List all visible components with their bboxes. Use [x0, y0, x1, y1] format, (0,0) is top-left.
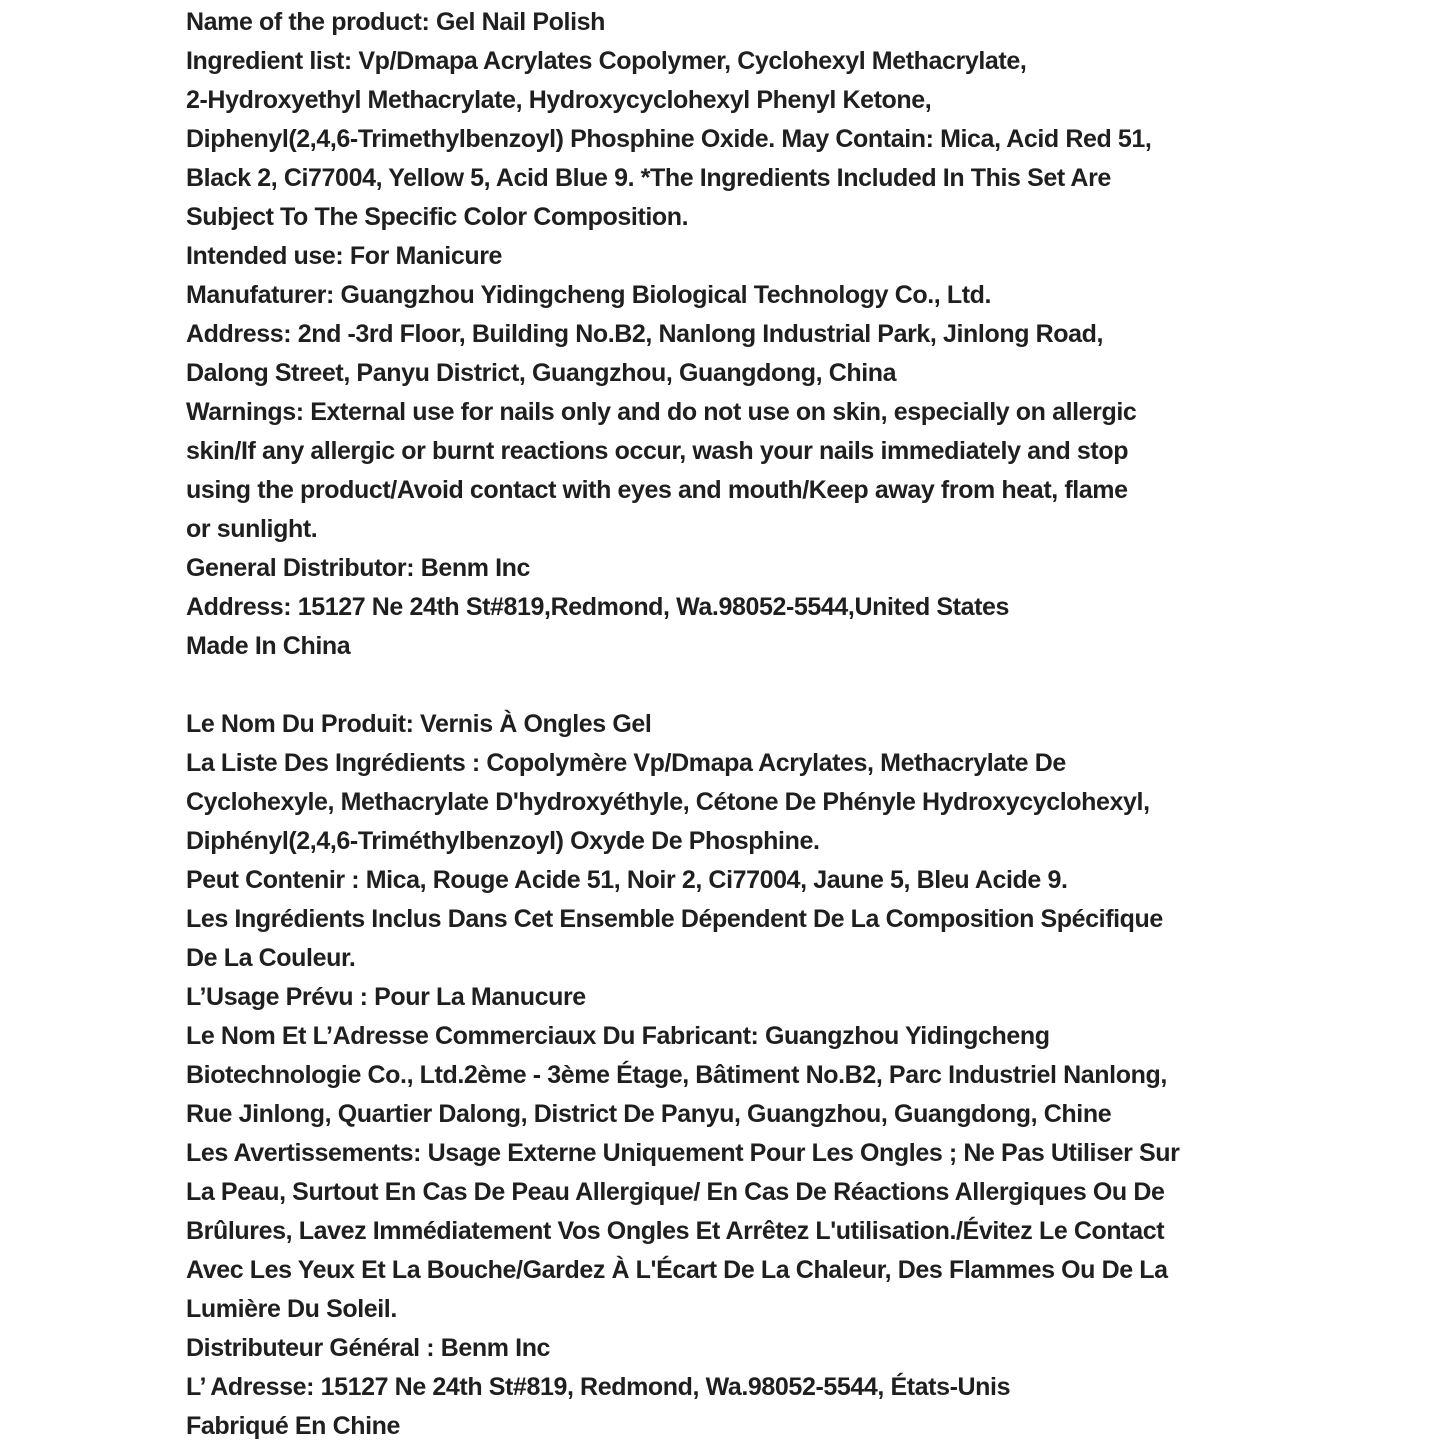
text-line: Intended use: For Manicure — [186, 242, 503, 270]
text-line: General Distributor: Benm Inc — [186, 554, 531, 582]
text-line: skin/If any allergic or burnt reactions occur, wash your nails immediately and stop — [186, 437, 1129, 465]
text-line: using the product/Avoid contact with eyes and mouth/Keep away from heat, flame — [186, 476, 1128, 504]
text-line: Address: 2nd -3rd Floor, Building No.B2, Nanlong Industrial Park, Jinlong Road, — [186, 320, 1104, 348]
text-line: Les Ingrédients Inclus Dans Cet Ensemble Dépendent De La Composition Spécifique — [186, 905, 1163, 933]
text-line: 2-Hydroxyethyl Methacrylate, Hydroxycyclohexyl Phenyl Ketone, — [186, 86, 932, 114]
text-line: Le Nom Du Produit: Vernis À Ongles Gel — [186, 710, 652, 738]
text-line: Rue Jinlong, Quartier Dalong, District De Panyu, Guangzhou, Guangdong, Chine — [186, 1100, 1112, 1128]
text-line: Dalong Street, Panyu District, Guangzhou, Guangdong, China — [186, 359, 897, 387]
text-line: Diphényl(2,4,6-Triméthylbenzoyl) Oxyde De Phosphine. — [186, 827, 820, 855]
text-line: Les Avertissements: Usage Externe Uniquement Pour Les Ongles ; Ne Pas Utiliser Sur — [186, 1139, 1180, 1167]
text-line: Cyclohexyle, Methacrylate D'hydroxyéthyle, Cétone De Phényle Hydroxycyclohexyl, — [186, 788, 1150, 816]
text-line: Avec Les Yeux Et La Bouche/Gardez À L'Écart De La Chaleur, Des Flammes Ou De La — [186, 1256, 1168, 1284]
text-line: Manufaturer: Guangzhou Yidingcheng Biological Technology Co., Ltd. — [186, 281, 992, 309]
text-line: La Peau, Surtout En Cas De Peau Allergique/ En Cas De Réactions Allergiques Ou De — [186, 1178, 1165, 1206]
text-line: Name of the product: Gel Nail Polish — [186, 8, 605, 36]
text-line: Warnings: External use for nails only and do not use on skin, especially on allergic — [186, 398, 1137, 426]
text-line: Subject To The Specific Color Composition. — [186, 203, 689, 231]
text-line: or sunlight. — [186, 515, 318, 543]
text-line: Made In China — [186, 632, 351, 660]
text-line: Address: 15127 Ne 24th St#819,Redmond, Wa.98052-5544,United States — [186, 593, 1010, 621]
french-label-section — [186, 705, 1405, 1446]
text-line: Black 2, Ci77004, Yellow 5, Acid Blue 9. *The Ingredients Included In This Set Are — [186, 164, 1111, 192]
text-line: L’Usage Prévu : Pour La Manucure — [186, 983, 586, 1011]
text-line: Le Nom Et L’Adresse Commerciaux Du Fabricant: Guangzhou Yidingcheng — [186, 1022, 1050, 1050]
section-gap — [186, 666, 1405, 705]
text-line: Ingredient list: Vp/Dmapa Acrylates Copolymer, Cyclohexyl Methacrylate, — [186, 47, 1027, 75]
text-line: L’ Adresse: 15127 Ne 24th St#819, Redmond, Wa.98052-5544, États-Unis — [186, 1373, 1011, 1401]
text-line: Biotechnologie Co., Ltd.2ème - 3ème Étage, Bâtiment No.B2, Parc Industriel Nanlong, — [186, 1061, 1167, 1089]
text-line: La Liste Des Ingrédients : Copolymère Vp/Dmapa Acrylates, Methacrylate De — [186, 749, 1066, 777]
text-line: Peut Contenir : Mica, Rouge Acide 51, Noir 2, Ci77004, Jaune 5, Bleu Acide 9. — [186, 866, 1068, 894]
text-line: Lumière Du Soleil. — [186, 1295, 397, 1323]
text-line: Brûlures, Lavez Immédiatement Vos Ongles Et Arrêtez L'utilisation./Évitez Le Contact — [186, 1217, 1165, 1245]
text-line: Fabriqué En Chine — [186, 1412, 401, 1440]
english-label-section — [186, 3, 1405, 666]
text-line: De La Couleur. — [186, 944, 356, 972]
text-line: Distributeur Général : Benm Inc — [186, 1334, 551, 1362]
text-line: Diphenyl(2,4,6-Trimethylbenzoyl) Phosphine Oxide. May Contain: Mica, Acid Red 51, — [186, 125, 1152, 153]
